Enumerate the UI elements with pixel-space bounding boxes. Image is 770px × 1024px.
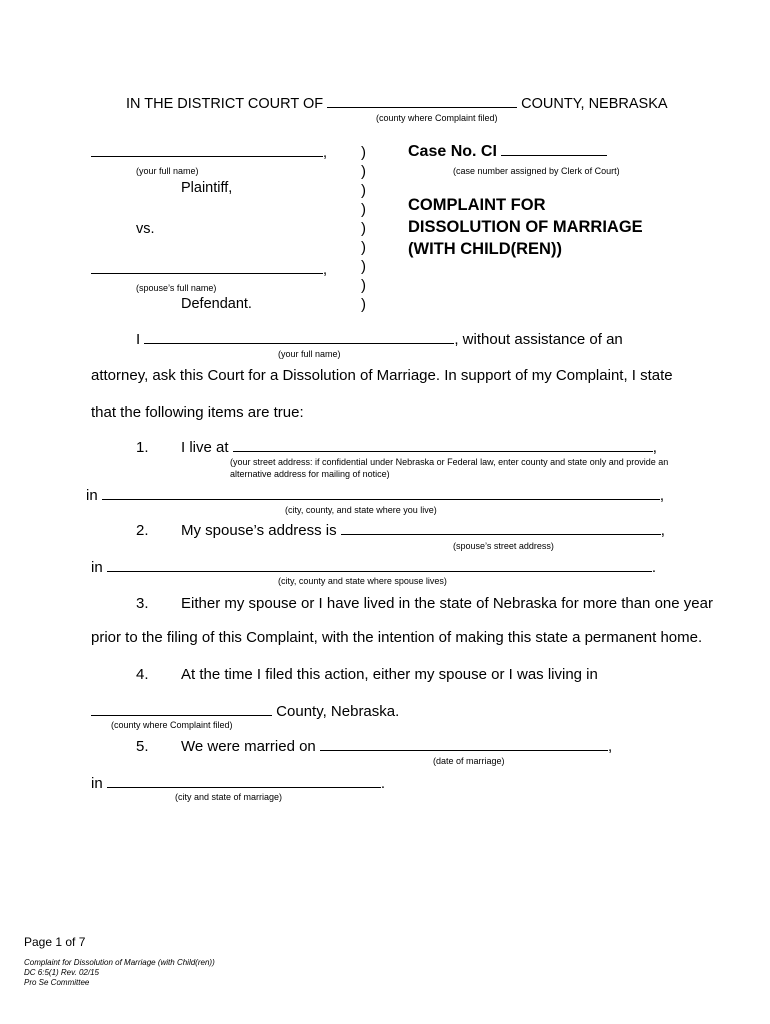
- footer-form-title: Complaint for Dissolution of Marriage (with Child(ren)): [24, 958, 215, 967]
- caption-paren: ): [361, 277, 366, 294]
- county-caption: (county where Complaint filed): [376, 113, 498, 123]
- defendant-name-caption: (spouse’s full name): [136, 283, 217, 293]
- plaintiff-name-field[interactable]: [91, 144, 323, 157]
- marriage-place-caption: (city and state of marriage): [175, 792, 283, 802]
- spouse-address-caption: (spouse’s street address): [453, 541, 554, 551]
- item-1-in-line: in ,: [86, 487, 665, 504]
- defendant-name-field[interactable]: [91, 261, 323, 274]
- spouse-city-field[interactable]: [107, 559, 652, 572]
- item-5-line: We were married on ,: [181, 738, 613, 755]
- address-caption: (your street address: if confidential under Nebraska or Federal law, enter county and state only and provide an: [230, 457, 669, 467]
- court-prefix: IN THE DISTRICT COURT OF: [126, 96, 324, 112]
- intro-line-2: attorney, ask this Court for a Dissolution of Marriage. In support of my Complaint, I state: [91, 367, 673, 384]
- footer-committee: Pro Se Committee: [24, 978, 90, 987]
- plaintiff-line: ,: [91, 144, 327, 161]
- complaint-title-3: (WITH CHILD(REN)): [408, 240, 562, 258]
- marriage-date-caption: (date of marriage): [433, 756, 505, 766]
- address-caption-2: alternative address for mailing of notice): [230, 469, 390, 479]
- page-number: Page 1 of 7: [24, 935, 86, 949]
- footer-form-code: DC 6:5(1) Rev. 02/15: [24, 968, 99, 977]
- item-5-in-line: in .: [91, 775, 386, 792]
- item-2-number: 2.: [136, 522, 149, 539]
- filing-county-field[interactable]: [91, 703, 272, 716]
- item-3-line-2: prior to the filing of this Complaint, with the intention of making this state a permanent home.: [91, 629, 703, 646]
- caption-paren: ): [361, 296, 366, 313]
- item-3-line-1: Either my spouse or I have lived in the state of Nebraska for more than one year: [181, 595, 713, 612]
- caption-paren: ): [361, 163, 366, 180]
- case-number-line: [408, 143, 607, 161]
- defendant-line: ,: [91, 261, 327, 278]
- caption-paren: ): [361, 220, 366, 237]
- spouse-city-caption: (city, county and state where spouse lives): [278, 576, 447, 586]
- case-number-field[interactable]: [501, 143, 607, 156]
- filing-county-caption: (county where Complaint filed): [111, 720, 233, 730]
- complaint-title-2: DISSOLUTION OF MARRIAGE: [408, 218, 643, 236]
- intro-line-1: I , without assistance of an: [136, 331, 623, 348]
- item-2-line: My spouse’s address is ,: [181, 522, 665, 539]
- intro-line-3: that the following items are true:: [91, 404, 304, 421]
- defendant-label: Defendant.: [181, 296, 252, 312]
- item-1-number: 1.: [136, 439, 149, 456]
- complaint-title-1: COMPLAINT FOR: [408, 196, 546, 214]
- county-field[interactable]: [327, 95, 517, 108]
- intro-name-caption: (your full name): [278, 349, 341, 359]
- spouse-address-field[interactable]: [341, 522, 661, 535]
- item-1-line: I live at ,: [181, 439, 657, 456]
- caption-paren: ): [361, 239, 366, 256]
- caption-paren: ): [361, 258, 366, 275]
- caption-paren: ): [361, 201, 366, 218]
- item-5-number: 5.: [136, 738, 149, 755]
- caption-paren: ): [361, 144, 366, 161]
- vs-label: vs.: [136, 221, 155, 237]
- item-4-county-line: County, Nebraska.: [91, 703, 399, 720]
- case-caption: (case number assigned by Clerk of Court): [453, 166, 620, 176]
- caption-paren: ): [361, 182, 366, 199]
- item-3-number: 3.: [136, 595, 149, 612]
- item-2-in-line: in .: [91, 559, 657, 576]
- item-4-number: 4.: [136, 666, 149, 683]
- marriage-place-field[interactable]: [107, 775, 381, 788]
- case-label: Case No. CI: [408, 143, 497, 160]
- court-suffix: COUNTY, NEBRASKA: [521, 96, 668, 112]
- item-4-line-1: At the time I filed this action, either my spouse or I was living in: [181, 666, 598, 683]
- city-county-state-field[interactable]: [102, 487, 660, 500]
- address-field[interactable]: [233, 439, 653, 452]
- plaintiff-label: Plaintiff,: [181, 180, 233, 196]
- city-caption: (city, county, and state where you live): [285, 505, 437, 515]
- court-header: [126, 95, 668, 112]
- plaintiff-name-caption: (your full name): [136, 166, 199, 176]
- marriage-date-field[interactable]: [320, 738, 608, 751]
- intro-name-field[interactable]: [144, 331, 454, 344]
